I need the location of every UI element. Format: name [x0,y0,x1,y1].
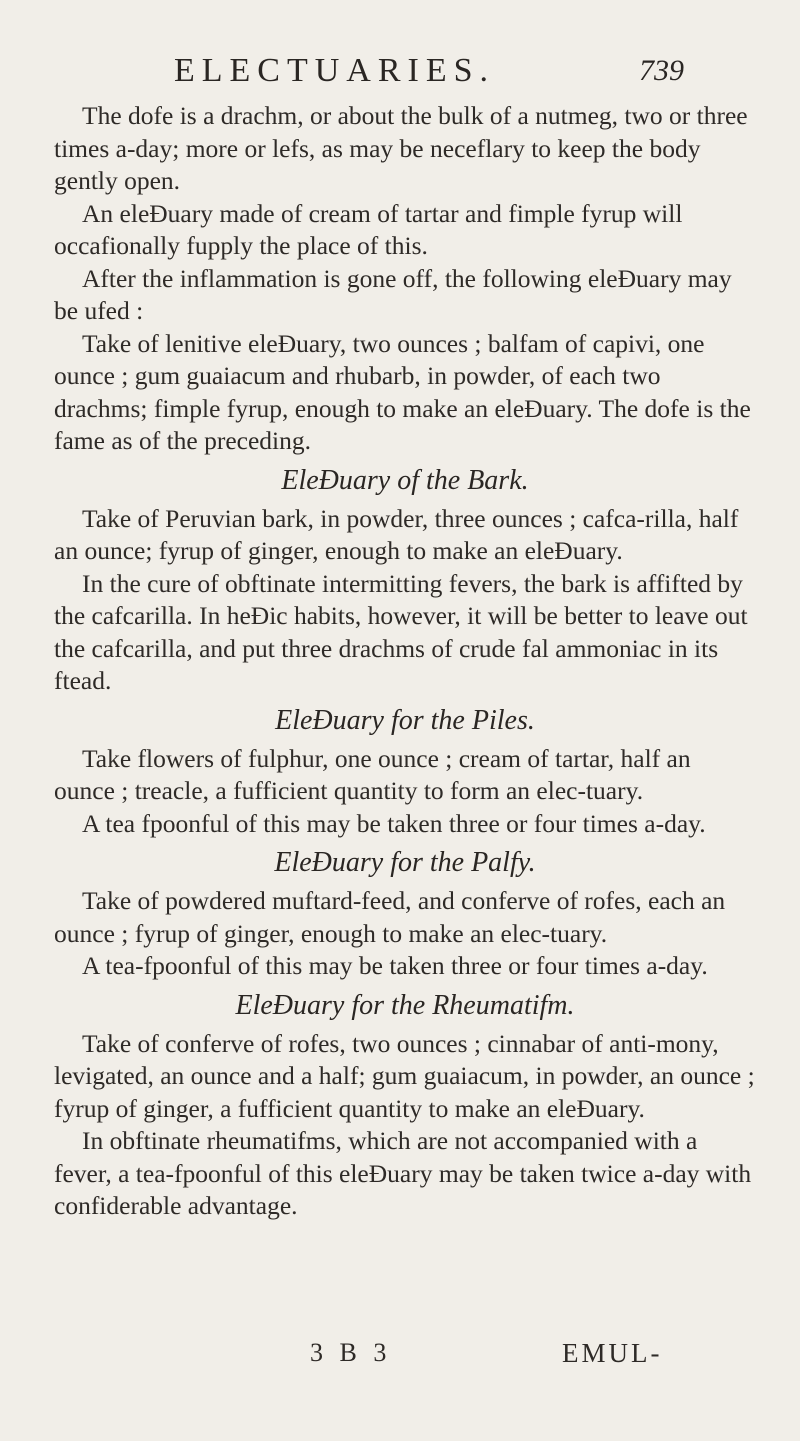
section-heading-bark: EleƉuary of the Bark. [281,464,529,496]
paragraph: A tea fpoonful of this may be taken three or four times a-day. [82,808,706,838]
paragraph: Take of Peruvian bark, in powder, three ounces ; cafca-rilla, half an ounce; fyrup of ginger, enough to make an eleƉuary. [54,503,739,565]
section-heading-rheumatifm: EleƉuary for the Rheumatifm. [235,989,575,1021]
paragraph: In obftinate rheumatifms, which are not accompanied with a fever, a tea-fpoonful of this eleƉuary may be taken twice a-day with confiderable advantage. [54,1126,752,1220]
paragraph: Take of conferve of rofes, two ounces ; cinnabar of anti-mony, levigated, an ounce and a half; gum guaiacum, in powder, an ounce ; fyrup of ginger, a fufficient quantity to make an eleƉuary. [54,1028,755,1123]
page-header [0,52,800,92]
paragraph: A tea-fpoonful of this may be taken three or four times a-day. [82,951,708,980]
paragraph: After the inflammation is gone off, the following eleƉuary may be ufed : [54,263,732,325]
paragraph: In the cure of obftinate intermitting fevers, the bark is affifted by the cafcarilla. In heƉic habits, however, it will be better to leave out the cafcarilla, and put three drachms of crude fal ammoniac in its ftead. [54,568,748,695]
section-heading-palfy: EleƉuary for the Palfy. [274,847,536,878]
paragraph: Take of lenitive eleƉuary, two ounces ; balfam of capivi, one ounce ; gum guaiacum and rhubarb, in powder, of each two drachms; fimple fyrup, enough to make an eleƉuary. The dofe is the fame as of the preceding. [54,328,751,455]
paragraph: Take of powdered muftard-feed, and conferve of rofes, each an ounce ; fyrup of ginger, enough to make an elec-tuary. [54,886,726,948]
page-number: 739 [639,54,684,87]
body-text [54,100,756,1223]
catchword: EMUL- [562,1338,663,1368]
page-footer [0,1338,800,1378]
paragraph: The dofe is a drachm, or about the bulk of a nutmeg, two or three times a-day; more or lefs, as may be neceflary to keep the body gently open. [54,101,748,195]
section-heading-piles: EleƉuary for the Piles. [275,704,535,736]
paragraph: Take flowers of fulphur, one ounce ; cream of tartar, half an ounce ; treacle, a fufficient quantity to form an elec-tuary. [54,743,691,805]
paragraph: An eleƉuary made of cream of tartar and fimple fyrup will occafionally fupply the place of this. [54,198,683,260]
running-title: ELECTUARIES. [174,52,496,89]
signature-mark: 3 B 3 [310,1338,392,1367]
